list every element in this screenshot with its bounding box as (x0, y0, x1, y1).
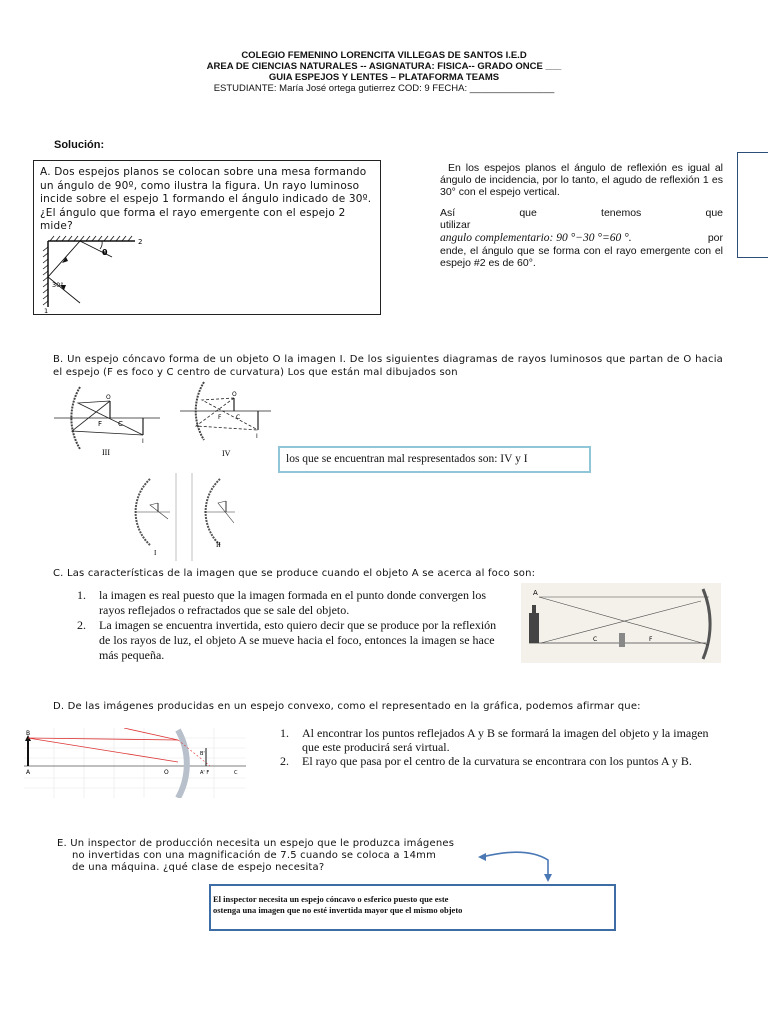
answer-b-text: los que se encuentran mal respresentados son: IV y I (286, 453, 528, 465)
question-d-list (280, 726, 720, 768)
IV-I-label: I (256, 433, 258, 440)
question-d-item: 1. Al encontrar los puntos reflejados A y B se formará la imagen del objeto y la imagen que este producirá será virtual. (280, 726, 709, 754)
angle-30-label: 30° (52, 281, 64, 289)
diagram-I-label: I (154, 549, 157, 557)
course-info: AREA DE CIENCIAS NATURALES -- ASIGNATURA: FISICA-- GRADO ONCE ___ (206, 61, 562, 72)
student-info: ESTUDIANTE: María José ortega gutierrez COD: 9 FECHA: ________________ (213, 83, 555, 94)
IV-C-label: C (236, 414, 241, 421)
C-fig-F-label: F (649, 636, 653, 643)
III-O-label: O (106, 394, 111, 401)
answer-a-por: por (707, 232, 723, 244)
answer-b-box (278, 446, 591, 473)
diagram-IV-label: IV (222, 449, 231, 458)
answer-a-p2-start: Así que tenemos que utilizar (440, 207, 723, 231)
question-d-item: 2. El rayo que pasa por el centro de la curvatura se encontrara con los puntos A y B. (280, 754, 692, 768)
answer-a-p2-line1 (440, 207, 723, 231)
answer-a (440, 162, 723, 269)
IV-O-label: O (232, 391, 237, 398)
III-C-label: C (118, 420, 123, 428)
mirror-1-label: 1 (44, 307, 49, 313)
answer-e-line2: ostenga una imagen que no esté invertida mayor que el mismo objeto (213, 905, 463, 915)
ray-diagram-III (50, 383, 170, 461)
question-d-text: D. De las imágenes producidas en un espejo convexo, como el representado en la gráfica, podemos afirmar que: (53, 701, 641, 712)
ray-diagrams-I-II (130, 473, 240, 561)
D-fig-ApF-label: A' F (200, 770, 210, 776)
III-I-label: I (142, 438, 144, 445)
guide-title: GUIA ESPEJOS Y LENTES – PLATAFORMA TEAMS (268, 72, 500, 83)
answer-e-box (209, 884, 616, 931)
convex-mirror-figure (24, 728, 246, 798)
D-fig-O-label: O (164, 769, 169, 776)
question-b-text: B. Un espejo cóncavo forma de un objeto O la imagen I. De los siguientes diagramas de rayos luminosos que partan de O hacia el espejo (F es foco y C centro de curvatura) Los que están mal dibujados son (53, 354, 723, 378)
complementary-angle-math: angulo complementario: 90 °−30 °=60 °. (440, 232, 632, 244)
question-c-text: C. Las características de la imagen que se produce cuando el objeto A se acerca al foco son: (53, 568, 536, 579)
concave-mirror-figure (521, 583, 721, 663)
question-c-item: 1. la imagen es real puesto que la imagen formada en el punto donde convergen los rayos reflejados o refractados que se sale del objeto. (77, 588, 486, 617)
C-fig-C-label: C (593, 636, 598, 643)
ray-diagram-IV (176, 378, 276, 460)
question-c-item: 2. La imagen se encuentra invertida, esto quiero decir que se produce por la reflexión de los rayos de luz, el objeto A se mueve hacia el foco, entonces la imagen se hace más pequeña. (77, 618, 497, 662)
answer-e-line1: El inspector necesita un espejo cóncavo o esferico puesto que este (213, 894, 449, 904)
question-a-box (33, 160, 381, 315)
D-fig-Bp-label: B' (200, 751, 205, 757)
D-fig-B-label: B (26, 730, 31, 737)
question-a-text: A. Dos espejos planos se colocan sobre una mesa formando un ángulo de 90º, como ilustra la figura. Un rayo luminoso incide sobre el espejo 1 formando el ángulo indicado de 30º. ¿El ángulo que forma el rayo emergente con el espejo 2 mide? (40, 166, 372, 232)
diagram-III-label: III (102, 448, 110, 457)
C-fig-A-label: A (533, 589, 538, 597)
III-F-label: F (98, 420, 103, 428)
question-e-line3: de una máquina. ¿qué clase de espejo necesita? (72, 862, 325, 873)
pointer-arrow (476, 848, 566, 884)
school-name: COLEGIO FEMENINO LORENCITA VILLEGAS DE SANTOS I.E.D (241, 50, 527, 61)
question-e-line2: no invertidas con una magnificación de 7.5 cuando se coloca a 14mm (72, 850, 437, 861)
two-mirrors-figure (40, 233, 150, 313)
answer-a-p2-end: ende, el ángulo que se forma con el rayo emergente con el espejo #2 es de 60°. (440, 245, 723, 269)
question-c-list (77, 588, 507, 663)
question-e-line1: E. Un inspector de producción necesita un espejo que le produzca imágenes (57, 838, 455, 849)
answer-a-p1: En los espejos planos el ángulo de reflexión es igual al ángulo de incidencia, por lo tanto, el agudo de reflexión 1 es 30° con el espejo vertical. (440, 162, 723, 198)
D-fig-C-label: C (234, 770, 238, 776)
theta-label: θ (102, 248, 108, 257)
side-partial-box (737, 152, 768, 258)
IV-F-label: F (218, 414, 222, 421)
solution-title: Solución: (54, 139, 105, 151)
D-fig-A-label: A (26, 769, 31, 776)
diagram-II-label: II (216, 541, 221, 549)
mirror-2-label: 2 (138, 238, 143, 246)
answer-a-p2-line2 (440, 232, 723, 244)
